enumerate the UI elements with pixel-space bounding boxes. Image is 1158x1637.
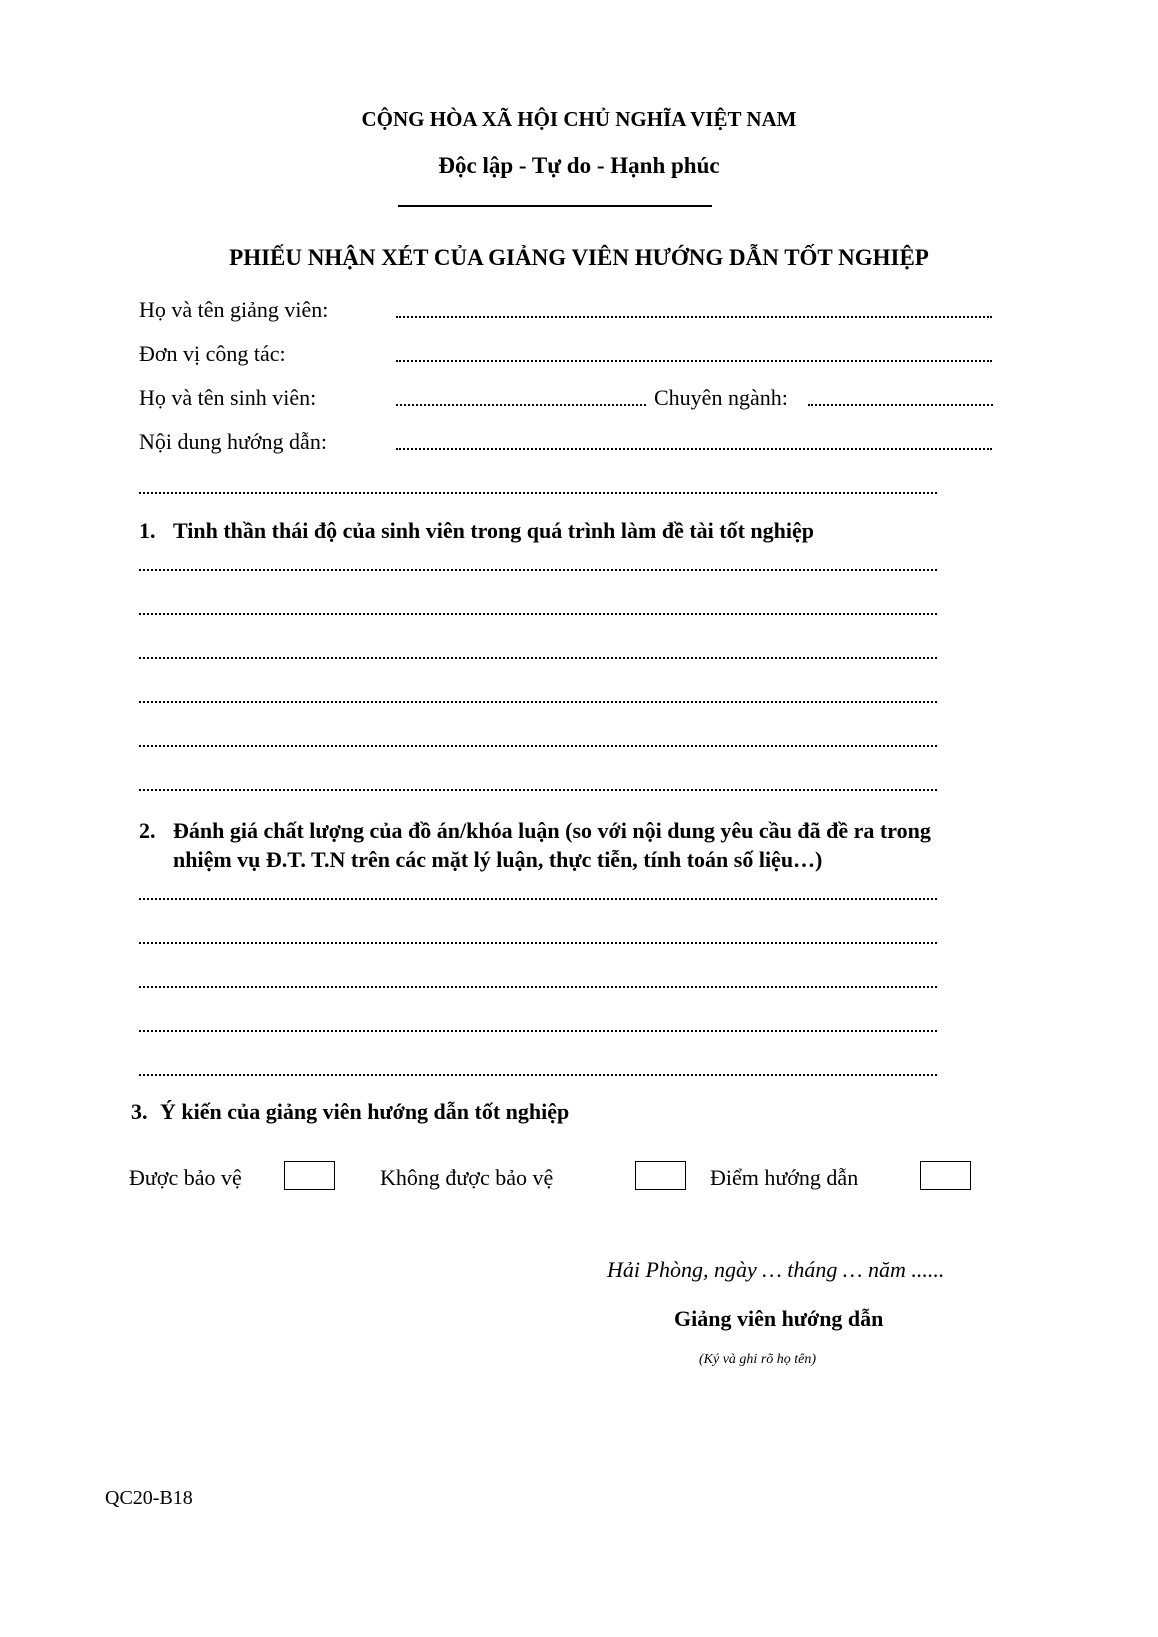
approved-label: Được bảo vệ bbox=[129, 1165, 242, 1190]
score-label: Điểm hướng dẫn bbox=[710, 1165, 859, 1190]
not-approved-checkbox[interactable] bbox=[635, 1161, 686, 1190]
signature-role: Giảng viên hướng dẫn bbox=[674, 1306, 884, 1331]
section-1-line[interactable] bbox=[139, 775, 937, 791]
guidance-content-label: Nội dung hướng dẫn: bbox=[139, 429, 327, 454]
lecturer-name-field[interactable] bbox=[396, 302, 992, 318]
major-label: Chuyên ngành: bbox=[654, 385, 788, 410]
section-1-line[interactable] bbox=[139, 555, 937, 571]
score-box[interactable] bbox=[920, 1161, 971, 1190]
country-heading: CỘNG HÒA XÃ HỘI CHỦ NGHĨA VIỆT NAM bbox=[361, 107, 797, 131]
student-name-label: Họ và tên sinh viên: bbox=[139, 385, 317, 410]
work-unit-field[interactable] bbox=[396, 346, 992, 362]
section-1-line[interactable] bbox=[139, 643, 937, 659]
major-field[interactable] bbox=[808, 390, 993, 406]
place-date: Hải Phòng, ngày … tháng … năm ...... bbox=[607, 1257, 945, 1282]
work-unit-label: Đơn vị công tác: bbox=[139, 341, 286, 366]
section-2-line[interactable] bbox=[139, 884, 937, 900]
section-1-line[interactable] bbox=[139, 687, 937, 703]
section-2-line[interactable] bbox=[139, 972, 937, 988]
signature-note: (Ký và ghi rõ họ tên) bbox=[699, 1352, 817, 1367]
section-1-line[interactable] bbox=[139, 599, 937, 615]
section-2-title-line-2: nhiệm vụ Đ.T. T.N trên các mặt lý luận, thực tiễn, tính toán số liệu…) bbox=[173, 847, 823, 872]
section-2-title-line-1: Đánh giá chất lượng của đồ án/khóa luận (so với nội dung yêu cầu đã đề ra trong bbox=[173, 818, 931, 843]
student-name-field[interactable] bbox=[396, 390, 646, 406]
form-code: QC20-B18 bbox=[105, 1487, 193, 1509]
approved-checkbox[interactable] bbox=[284, 1161, 335, 1190]
section-1-number: 1. bbox=[139, 518, 156, 543]
section-3-title: Ý kiến của giảng viên hướng dẫn tốt nghiệp bbox=[160, 1099, 570, 1124]
header-divider bbox=[398, 205, 712, 207]
section-1-title: Tinh thần thái độ của sinh viên trong quá trình làm đề tài tốt nghiệp bbox=[173, 518, 815, 543]
guidance-content-field-continued[interactable] bbox=[139, 478, 937, 494]
section-2-line[interactable] bbox=[139, 1016, 937, 1032]
section-2-number: 2. bbox=[139, 818, 156, 843]
lecturer-name-label: Họ và tên giảng viên: bbox=[139, 297, 329, 322]
section-1-line[interactable] bbox=[139, 731, 937, 747]
section-2-line[interactable] bbox=[139, 928, 937, 944]
form-title: PHIẾU NHẬN XÉT CỦA GIẢNG VIÊN HƯỚNG DẪN TỐT NGHIỆP bbox=[229, 245, 929, 270]
motto: Độc lập - Tự do - Hạnh phúc bbox=[438, 153, 720, 178]
section-2-line[interactable] bbox=[139, 1060, 937, 1076]
not-approved-label: Không được bảo vệ bbox=[380, 1165, 554, 1190]
guidance-content-field[interactable] bbox=[396, 434, 992, 450]
section-3-number: 3. bbox=[131, 1099, 148, 1124]
